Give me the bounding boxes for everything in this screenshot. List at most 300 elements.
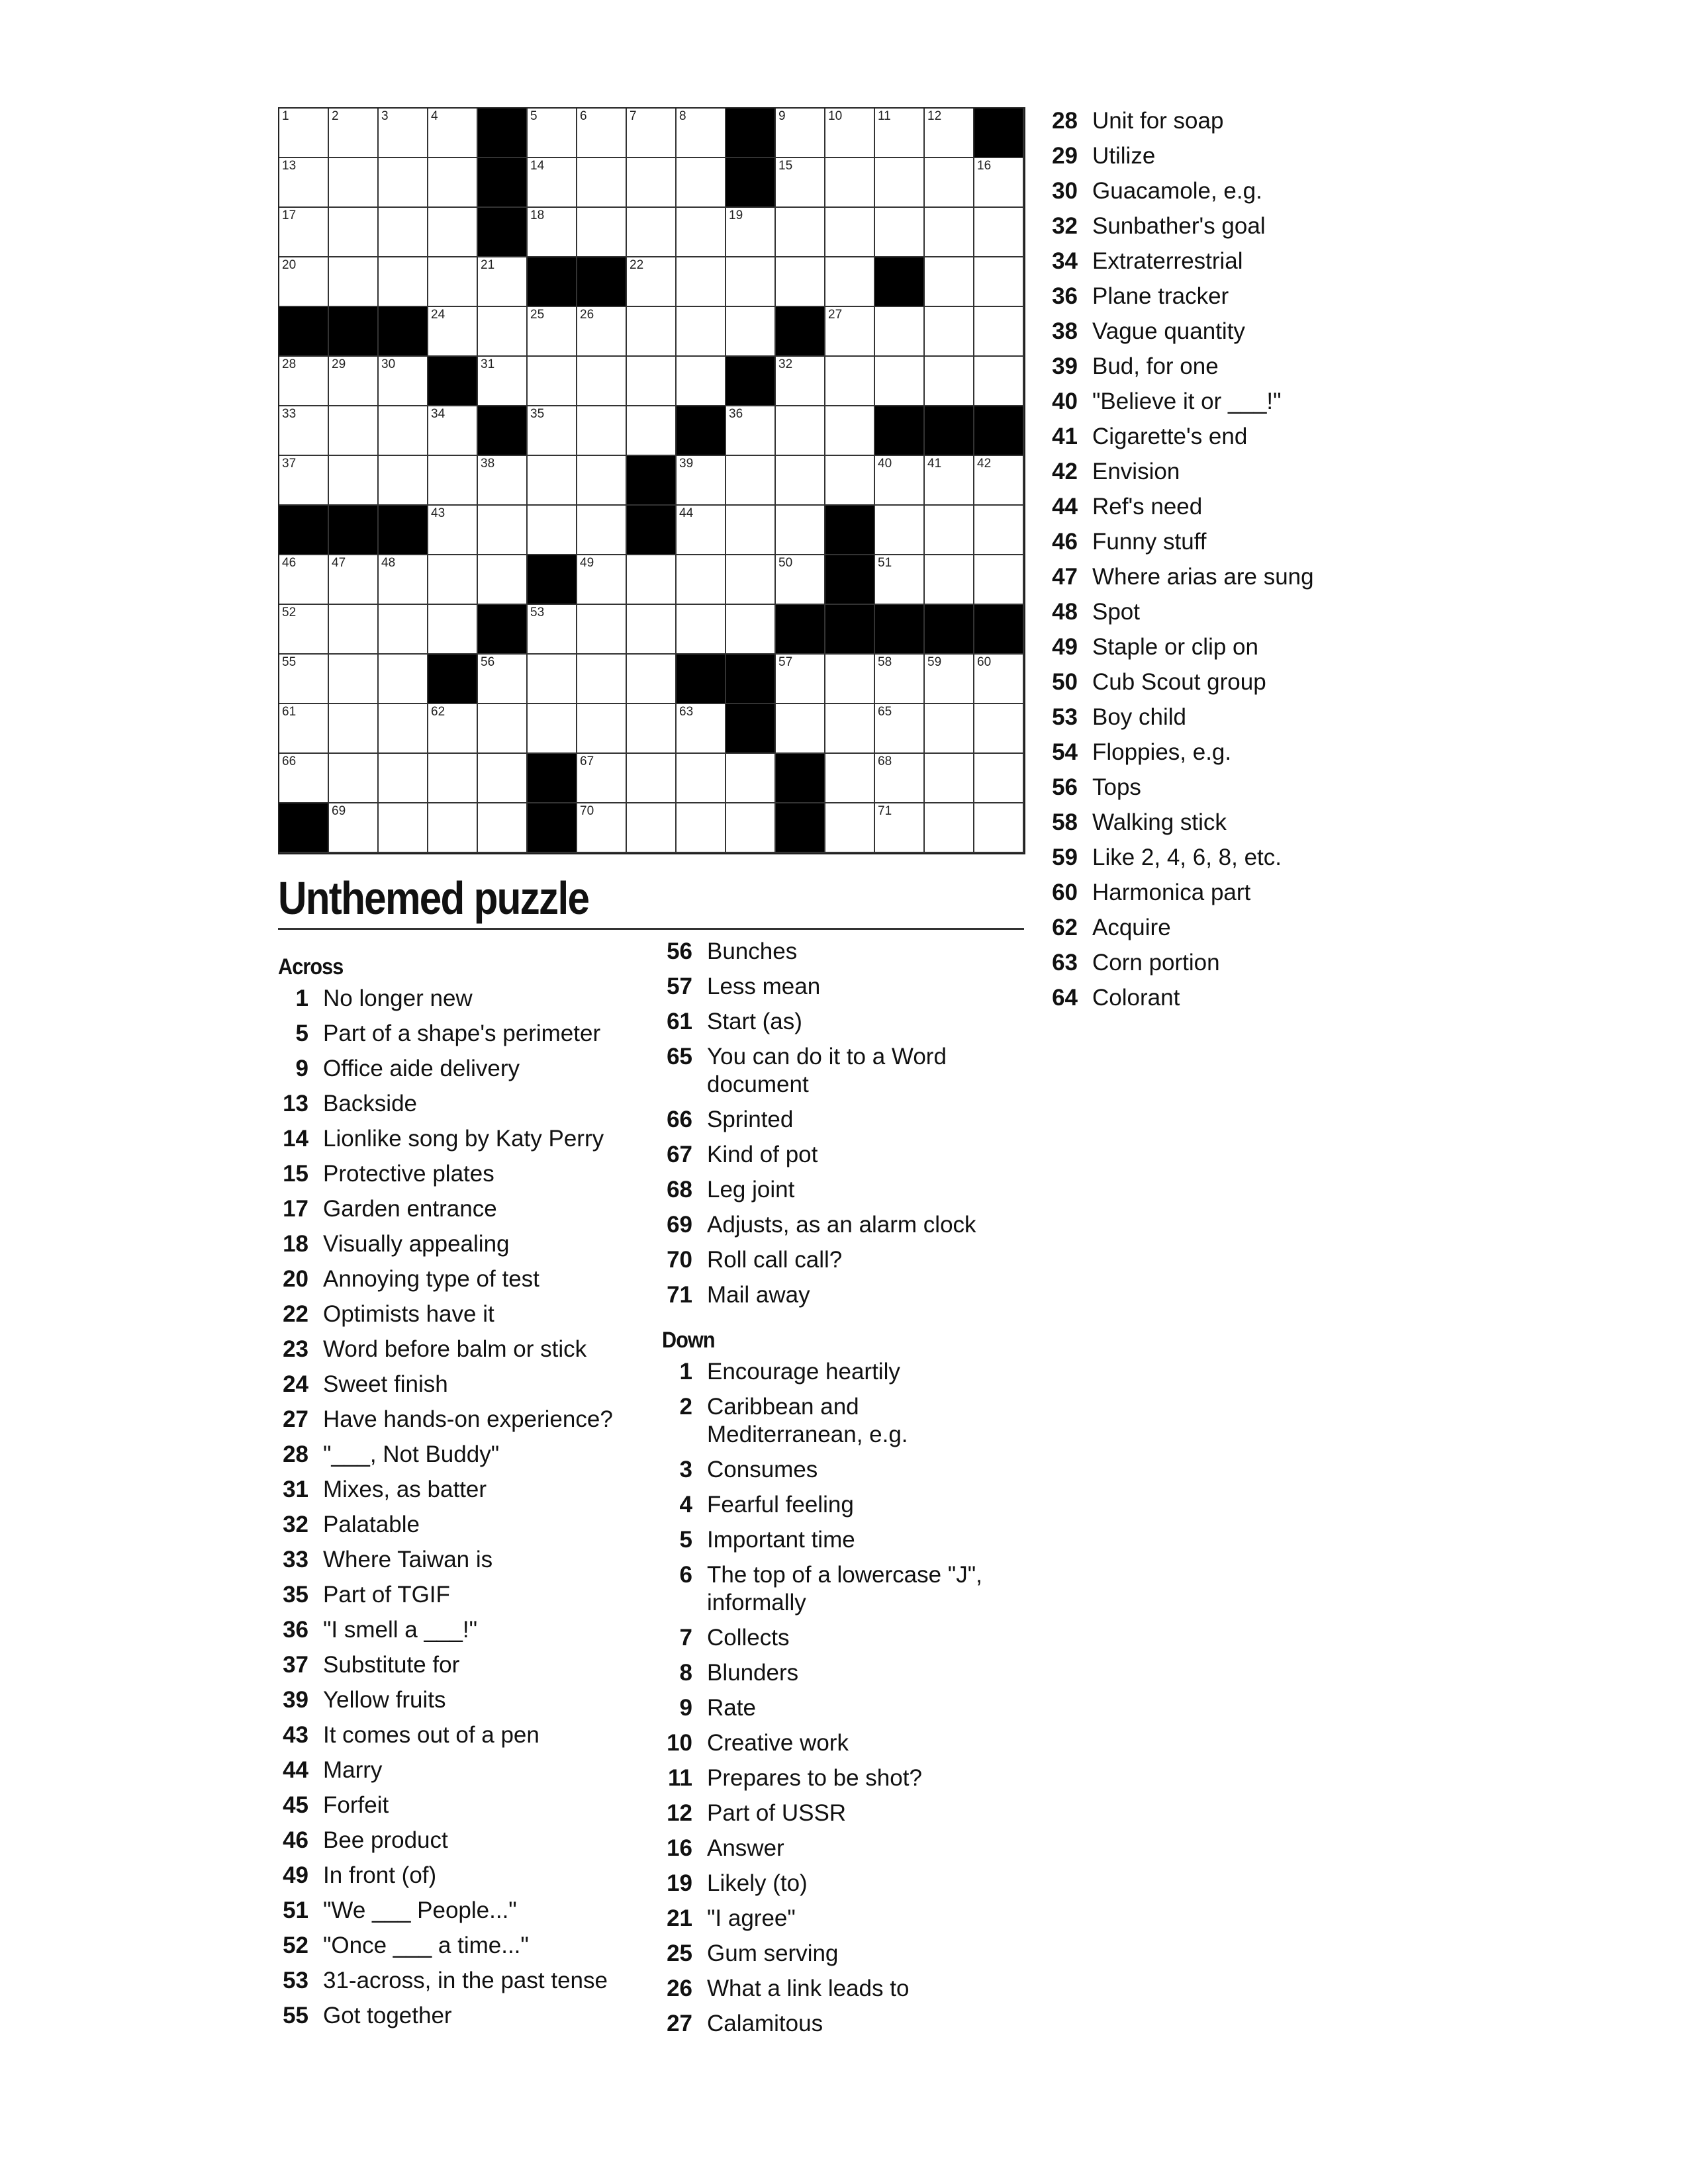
clue-text: Caribbean and Mediterranean, e.g. [707, 1394, 908, 1447]
grid-cell[interactable] [428, 406, 478, 456]
grid-cell[interactable] [875, 456, 925, 506]
grid-cell[interactable] [428, 704, 478, 754]
cell-number: 6 [580, 109, 587, 123]
grid-cell[interactable] [726, 754, 776, 803]
clue-number: 21 [667, 1905, 692, 1931]
grid-cell[interactable] [478, 655, 528, 704]
grid-cell[interactable] [379, 357, 428, 406]
grid-cell[interactable] [677, 456, 726, 506]
grid-cell[interactable] [726, 257, 776, 307]
grid-cell[interactable] [577, 307, 627, 357]
clue-number: 53 [1052, 704, 1078, 730]
grid-cell[interactable] [478, 803, 528, 853]
cell-number: 53 [530, 606, 545, 619]
clue-number: 31 [283, 1477, 308, 1502]
grid-cell[interactable] [577, 555, 627, 605]
grid-cell[interactable] [279, 605, 329, 655]
black-square [279, 307, 329, 357]
grid-cell[interactable] [776, 357, 825, 406]
grid-cell[interactable] [329, 655, 379, 704]
grid-cell[interactable] [279, 158, 329, 208]
grid-cell[interactable] [329, 456, 379, 506]
grid-cell[interactable] [428, 754, 478, 803]
grid-cell[interactable] [627, 803, 677, 853]
grid-cell[interactable] [379, 754, 428, 803]
grid-cell[interactable] [776, 704, 825, 754]
grid-cell[interactable] [726, 506, 776, 555]
grid-cell[interactable] [379, 158, 428, 208]
grid-cell[interactable] [974, 158, 1024, 208]
cell-number: 31 [481, 357, 495, 371]
grid-cell[interactable] [577, 158, 627, 208]
grid-cell[interactable] [478, 506, 528, 555]
cell-number: 20 [282, 258, 297, 272]
grid-cell[interactable] [875, 109, 925, 158]
grid-cell[interactable] [974, 257, 1024, 307]
black-square [528, 803, 577, 853]
clue-number: 32 [1052, 213, 1078, 239]
clue-text: Unit for soap [1092, 108, 1224, 134]
grid-cell[interactable] [279, 357, 329, 406]
grid-cell[interactable] [279, 754, 329, 803]
grid-cell[interactable] [925, 704, 974, 754]
grid-cell[interactable] [577, 208, 627, 257]
clue-number: 11 [668, 1765, 692, 1791]
grid-cell[interactable] [528, 357, 577, 406]
grid-cell[interactable] [974, 704, 1024, 754]
grid-cell[interactable] [279, 208, 329, 257]
clue-text: Extraterrestrial [1092, 248, 1243, 274]
grid-cell[interactable] [726, 456, 776, 506]
clue-text: Utilize [1092, 143, 1156, 169]
down-clue [1047, 914, 1418, 942]
grid-cell[interactable] [329, 406, 379, 456]
clue-text: Creative work [707, 1730, 849, 1756]
cell-number: 65 [878, 705, 892, 719]
grid-cell[interactable] [379, 456, 428, 506]
cell-number: 13 [282, 159, 297, 173]
grid-cell[interactable] [329, 754, 379, 803]
grid-cell[interactable] [974, 555, 1024, 605]
grid-cell[interactable] [825, 307, 875, 357]
grid-cell[interactable] [627, 605, 677, 655]
clue-text: Mail away [707, 1282, 810, 1308]
grid-cell[interactable] [627, 655, 677, 704]
grid-cell[interactable] [875, 555, 925, 605]
grid-cell[interactable] [279, 704, 329, 754]
cell-number: 36 [729, 407, 743, 421]
clue-text: Cigarette's end [1092, 424, 1248, 449]
clue-number: 41 [1052, 424, 1078, 449]
grid-cell[interactable] [428, 506, 478, 555]
down-clue [1047, 774, 1418, 801]
clue-number: 52 [283, 1933, 308, 1958]
grid-cell[interactable] [528, 158, 577, 208]
grid-cell[interactable] [478, 555, 528, 605]
clue-text: Blunders [707, 1660, 799, 1686]
clue-text: Cub Scout group [1092, 669, 1266, 695]
grid-cell[interactable] [379, 406, 428, 456]
down-clue [662, 1491, 1019, 1519]
grid-cell[interactable] [478, 257, 528, 307]
grid-cell[interactable] [825, 754, 875, 803]
grid-cell[interactable] [528, 605, 577, 655]
clue-number: 69 [667, 1212, 692, 1238]
grid-cell[interactable] [776, 506, 825, 555]
grid-cell[interactable] [379, 704, 428, 754]
grid-cell[interactable] [577, 803, 627, 853]
down-clue [662, 1358, 1019, 1386]
grid-cell[interactable] [776, 655, 825, 704]
clue-text: Bud, for one [1092, 353, 1219, 379]
grid-cell[interactable] [726, 555, 776, 605]
grid-cell[interactable] [428, 109, 478, 158]
grid-cell[interactable] [677, 307, 726, 357]
black-square [577, 257, 627, 307]
grid-cell[interactable] [925, 456, 974, 506]
grid-cell[interactable] [925, 655, 974, 704]
grid-cell[interactable] [379, 655, 428, 704]
grid-cell[interactable] [677, 803, 726, 853]
clue-text: In front (of) [323, 1862, 437, 1888]
cell-number: 29 [332, 357, 346, 371]
grid-cell[interactable] [925, 208, 974, 257]
clue-number: 20 [283, 1266, 308, 1292]
grid-cell[interactable] [379, 605, 428, 655]
clue-text: Collects [707, 1625, 790, 1651]
across-clue [278, 1441, 649, 1469]
grid-cell[interactable] [329, 555, 379, 605]
cell-number: 12 [927, 109, 942, 123]
clue-number: 14 [283, 1126, 308, 1152]
grid-cell[interactable] [428, 208, 478, 257]
grid-cell[interactable] [279, 555, 329, 605]
grid-cell[interactable] [875, 307, 925, 357]
grid-cell[interactable] [279, 655, 329, 704]
grid-cell[interactable] [577, 704, 627, 754]
down-clue [1047, 177, 1418, 205]
grid-cell[interactable] [329, 257, 379, 307]
grid-cell[interactable] [726, 307, 776, 357]
down-clue [1047, 598, 1418, 626]
grid-cell[interactable] [379, 803, 428, 853]
grid-cell[interactable] [279, 257, 329, 307]
grid-cell[interactable] [577, 655, 627, 704]
grid-cell[interactable] [825, 655, 875, 704]
down-clue [1047, 844, 1418, 872]
grid-cell[interactable] [379, 555, 428, 605]
grid-cell[interactable] [974, 506, 1024, 555]
grid-cell[interactable] [677, 357, 726, 406]
cell-number: 30 [381, 357, 396, 371]
grid-cell[interactable] [577, 754, 627, 803]
grid-cell[interactable] [329, 605, 379, 655]
grid-cell[interactable] [428, 158, 478, 208]
grid-cell[interactable] [478, 357, 528, 406]
black-square [726, 109, 776, 158]
clue-number: 56 [667, 938, 692, 964]
down-clue [1047, 458, 1418, 486]
grid-cell[interactable] [428, 307, 478, 357]
clue-number: 49 [1052, 634, 1078, 660]
grid-cell[interactable] [577, 109, 627, 158]
clue-text: Colorant [1092, 985, 1180, 1011]
clue-text: Walking stick [1092, 809, 1227, 835]
across-clue [662, 1281, 1019, 1309]
grid-cell[interactable] [925, 158, 974, 208]
grid-cell[interactable] [528, 704, 577, 754]
down-clue [662, 2010, 1019, 2038]
cell-number: 63 [679, 705, 694, 719]
cell-number: 16 [977, 159, 992, 173]
grid-cell[interactable] [279, 109, 329, 158]
down-clue [1047, 353, 1418, 381]
grid-cell[interactable] [726, 803, 776, 853]
grid-cell[interactable] [776, 555, 825, 605]
grid-cell[interactable] [329, 803, 379, 853]
grid-cell[interactable] [478, 456, 528, 506]
cell-number: 18 [530, 208, 545, 222]
grid-cell[interactable] [627, 406, 677, 456]
grid-cell[interactable] [677, 257, 726, 307]
grid-cell[interactable] [627, 555, 677, 605]
clue-number: 30 [1052, 178, 1078, 204]
grid-cell[interactable] [627, 704, 677, 754]
clue-number: 23 [283, 1336, 308, 1362]
grid-cell[interactable] [974, 208, 1024, 257]
across-clue [662, 938, 1019, 966]
grid-cell[interactable] [677, 704, 726, 754]
grid-cell[interactable] [974, 307, 1024, 357]
clue-number: 9 [679, 1695, 692, 1721]
grid-cell[interactable] [974, 754, 1024, 803]
grid-cell[interactable] [627, 109, 677, 158]
clue-number: 9 [295, 1056, 308, 1081]
grid-cell[interactable] [875, 704, 925, 754]
grid-cell[interactable] [677, 605, 726, 655]
clue-number: 51 [283, 1897, 308, 1923]
cell-number: 42 [977, 457, 992, 471]
clue-text: Bunches [707, 938, 798, 964]
grid-cell[interactable] [776, 158, 825, 208]
puzzle-title: Unthemed puzzle [278, 872, 589, 924]
down-clue [1047, 949, 1418, 977]
grid-cell[interactable] [825, 357, 875, 406]
grid-cell[interactable] [528, 406, 577, 456]
grid-cell[interactable] [478, 754, 528, 803]
grid-cell[interactable] [677, 754, 726, 803]
grid-cell[interactable] [428, 555, 478, 605]
grid-cell[interactable] [627, 158, 677, 208]
grid-cell[interactable] [825, 406, 875, 456]
clue-number: 3 [679, 1457, 692, 1482]
grid-cell[interactable] [776, 109, 825, 158]
grid-cell[interactable] [677, 158, 726, 208]
cell-number: 25 [530, 308, 545, 322]
grid-cell[interactable] [875, 803, 925, 853]
grid-cell[interactable] [329, 208, 379, 257]
grid-cell[interactable] [528, 655, 577, 704]
grid-cell[interactable] [627, 257, 677, 307]
grid-cell[interactable] [875, 655, 925, 704]
grid-cell[interactable] [279, 456, 329, 506]
clue-text: Part of TGIF [323, 1582, 450, 1608]
black-square [974, 605, 1024, 655]
across-clue [662, 1176, 1019, 1204]
grid-cell[interactable] [925, 257, 974, 307]
cell-number: 17 [282, 208, 297, 222]
grid-cell[interactable] [974, 357, 1024, 406]
cell-number: 9 [778, 109, 786, 123]
grid-cell[interactable] [677, 555, 726, 605]
clue-number: 4 [679, 1492, 692, 1518]
clue-text: It comes out of a pen [323, 1722, 539, 1748]
grid-cell[interactable] [825, 456, 875, 506]
grid-cell[interactable] [776, 406, 825, 456]
grid-cell[interactable] [974, 803, 1024, 853]
grid-cell[interactable] [428, 605, 478, 655]
down-clue [662, 1975, 1019, 2003]
grid-cell[interactable] [677, 109, 726, 158]
grid-cell[interactable] [329, 158, 379, 208]
grid-cell[interactable] [875, 208, 925, 257]
grid-cell[interactable] [428, 456, 478, 506]
grid-cell[interactable] [577, 357, 627, 406]
down-clue [1047, 212, 1418, 240]
cell-number: 19 [729, 208, 743, 222]
grid-cell[interactable] [974, 655, 1024, 704]
grid-cell[interactable] [925, 555, 974, 605]
grid-cell[interactable] [875, 754, 925, 803]
black-square [528, 754, 577, 803]
clue-text: Floppies, e.g. [1092, 739, 1232, 765]
clue-text: Palatable [323, 1512, 420, 1537]
grid-cell[interactable] [825, 109, 875, 158]
black-square [825, 555, 875, 605]
black-square [875, 257, 925, 307]
grid-cell[interactable] [379, 257, 428, 307]
grid-cell[interactable] [627, 307, 677, 357]
clue-number: 59 [1052, 844, 1078, 870]
grid-cell[interactable] [627, 357, 677, 406]
grid-cell[interactable] [825, 208, 875, 257]
cell-number: 49 [580, 556, 594, 570]
black-square [925, 406, 974, 456]
grid-cell[interactable] [925, 506, 974, 555]
grid-cell[interactable] [825, 803, 875, 853]
cell-number: 21 [481, 258, 495, 272]
grid-cell[interactable] [528, 506, 577, 555]
grid-cell[interactable] [528, 307, 577, 357]
across-clue [662, 1106, 1019, 1134]
grid-cell[interactable] [726, 406, 776, 456]
cell-number: 57 [778, 655, 793, 669]
grid-cell[interactable] [925, 357, 974, 406]
cell-number: 10 [828, 109, 843, 123]
grid-cell[interactable] [528, 109, 577, 158]
grid-cell[interactable] [776, 208, 825, 257]
grid-cell[interactable] [925, 803, 974, 853]
grid-cell[interactable] [726, 605, 776, 655]
black-square [478, 158, 528, 208]
grid-cell[interactable] [677, 506, 726, 555]
cell-number: 56 [481, 655, 495, 669]
clue-number: 43 [283, 1722, 308, 1748]
grid-cell[interactable] [329, 704, 379, 754]
grid-cell[interactable] [825, 158, 875, 208]
cell-number: 44 [679, 506, 694, 520]
grid-cell[interactable] [875, 357, 925, 406]
grid-cell[interactable] [329, 357, 379, 406]
clue-number: 1 [295, 985, 308, 1011]
down-clue [662, 1835, 1019, 1862]
clue-text: Important time [707, 1527, 855, 1553]
grid-cell[interactable] [478, 704, 528, 754]
grid-cell[interactable] [974, 456, 1024, 506]
across-heading: Across [278, 954, 344, 979]
grid-cell[interactable] [825, 257, 875, 307]
clue-number: 49 [283, 1862, 308, 1888]
grid-cell[interactable] [776, 257, 825, 307]
down-clue [1047, 142, 1418, 170]
cell-number: 71 [878, 804, 892, 818]
grid-cell[interactable] [627, 754, 677, 803]
grid-cell[interactable] [925, 109, 974, 158]
grid-cell[interactable] [528, 208, 577, 257]
grid-cell[interactable] [677, 208, 726, 257]
grid-cell[interactable] [875, 506, 925, 555]
grid-cell[interactable] [428, 803, 478, 853]
grid-cell[interactable] [428, 257, 478, 307]
clue-number: 32 [283, 1512, 308, 1537]
down-clue [662, 1799, 1019, 1827]
black-square [726, 704, 776, 754]
cell-number: 14 [530, 159, 545, 173]
across-clue [278, 1932, 649, 1960]
clue-number: 26 [667, 1976, 692, 2001]
grid-cell[interactable] [577, 506, 627, 555]
grid-cell[interactable] [379, 109, 428, 158]
grid-cell[interactable] [279, 406, 329, 456]
grid-cell[interactable] [825, 704, 875, 754]
black-square [776, 307, 825, 357]
cell-number: 33 [282, 407, 297, 421]
grid-cell[interactable] [577, 456, 627, 506]
grid-cell[interactable] [478, 307, 528, 357]
clue-number: 19 [667, 1870, 692, 1896]
down-clue [662, 1764, 1019, 1792]
grid-cell[interactable] [726, 208, 776, 257]
across-clue [278, 985, 649, 1013]
clue-number: 54 [1052, 739, 1078, 765]
grid-cell[interactable] [875, 158, 925, 208]
grid-cell[interactable] [379, 208, 428, 257]
black-square [478, 406, 528, 456]
grid-cell[interactable] [577, 406, 627, 456]
clue-text: Fearful feeling [707, 1492, 854, 1518]
grid-cell[interactable] [528, 456, 577, 506]
grid-cell[interactable] [627, 208, 677, 257]
grid-cell[interactable] [577, 605, 627, 655]
clue-text: Where Taiwan is [323, 1547, 493, 1572]
clue-text: The top of a lowercase "J", informally [707, 1562, 982, 1615]
grid-cell[interactable] [925, 307, 974, 357]
grid-cell[interactable] [776, 456, 825, 506]
black-square [279, 506, 329, 555]
grid-cell[interactable] [329, 109, 379, 158]
grid-cell[interactable] [925, 754, 974, 803]
black-square [677, 655, 726, 704]
